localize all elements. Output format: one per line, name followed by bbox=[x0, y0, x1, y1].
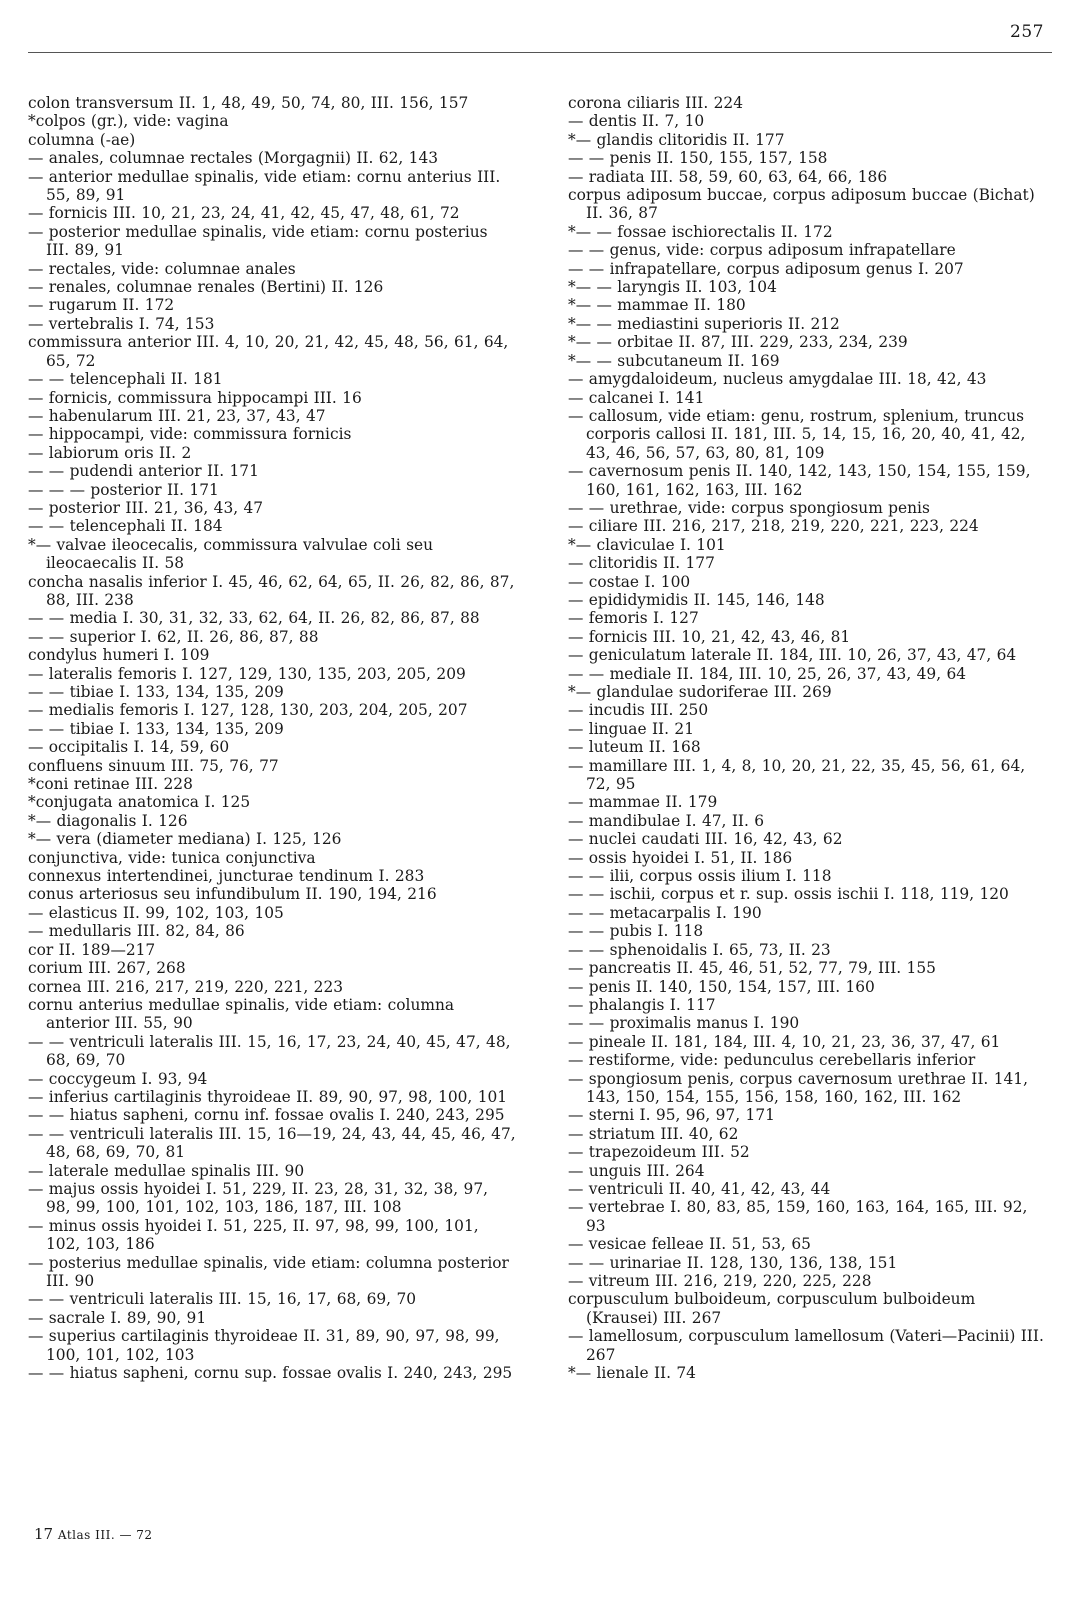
index-entry: — pineale II. 181, 184, III. 4, 10, 21, 23, 36, 37, 47, 61 bbox=[568, 1032, 1001, 1051]
index-entry: *— glandulae sudoriferae III. 269 bbox=[568, 683, 832, 701]
index-entry: — anterior medullae spinalis, vide etiam: cornu anterius III. 55, 89, 91 bbox=[28, 167, 501, 205]
index-entry: corium III. 267, 268 bbox=[28, 959, 186, 978]
index-entry: cornu anterius medullae spinalis, vide etiam: columna anterior III. 55, 90 bbox=[28, 995, 455, 1033]
index-entry: — — superior I. 62, II. 26, 86, 87, 88 bbox=[28, 627, 319, 646]
index-column-left bbox=[28, 94, 516, 1382]
index-entry: *— vera (diameter mediana) I. 125, 126 bbox=[28, 830, 342, 849]
index-entry: — — ventriculi lateralis III. 15, 16, 17, 23, 24, 40, 45, 47, 48, 68, 69, 70 bbox=[28, 1032, 511, 1070]
index-entry: — geniculatum laterale II. 184, III. 10, 26, 37, 43, 47, 64 bbox=[568, 646, 1017, 665]
index-entry: — rugarum II. 172 bbox=[28, 296, 175, 315]
index-entry: — callosum, vide etiam: genu, rostrum, splenium, truncus corporis callosi II. 181, III. 5, 14, 15, 16, 20, 40, 41, 42, 43, 46, 56, 57, 63, 80, 81, 109 bbox=[568, 406, 1026, 462]
index-entry: — — urinariae II. 128, 130, 136, 138, 151 bbox=[568, 1253, 898, 1272]
index-entry: condylus humeri I. 109 bbox=[28, 646, 210, 665]
index-entry: cornea III. 216, 217, 219, 220, 221, 223 bbox=[28, 977, 344, 996]
index-entry: — radiata III. 58, 59, 60, 63, 64, 66, 186 bbox=[568, 167, 888, 186]
index-entry: columna (-ae) bbox=[28, 130, 136, 149]
index-entry: — nuclei caudati III. 16, 42, 43, 62 bbox=[568, 830, 843, 849]
index-entry: — posterior medullae spinalis, vide etiam: cornu posterius III. 89, 91 bbox=[28, 222, 488, 260]
index-entry: — — pudendi anterior II. 171 bbox=[28, 462, 259, 481]
index-entry: — mamillare III. 1, 4, 8, 10, 20, 21, 22, 35, 45, 56, 61, 64, 72, 95 bbox=[568, 756, 1026, 794]
index-entry: — incudis III. 250 bbox=[568, 701, 709, 720]
index-entry: — — ventriculi lateralis III. 15, 16—19, 24, 43, 44, 45, 46, 47, 48, 68, 69, 70, 81 bbox=[28, 1124, 516, 1162]
index-entry: — mammae II. 179 bbox=[568, 793, 718, 812]
index-entry: *conjugata anatomica I. 125 bbox=[28, 793, 251, 812]
index-entry: — hippocampi, vide: commissura fornicis bbox=[28, 425, 352, 444]
index-entry: *— claviculae I. 101 bbox=[568, 535, 726, 554]
index-entry: connexus intertendinei, juncturae tendinum I. 283 bbox=[28, 867, 425, 886]
index-entry: *— — mammae II. 180 bbox=[568, 296, 746, 315]
index-entry: corona ciliaris III. 224 bbox=[568, 94, 744, 112]
index-entry: — vertebrae I. 80, 83, 85, 159, 160, 163, 164, 165, III. 92, 93 bbox=[568, 1198, 1028, 1235]
index-entry: — — hiatus sapheni, cornu inf. fossae ovalis I. 240, 243, 295 bbox=[28, 1106, 505, 1125]
index-entry: conjunctiva, vide: tunica conjunctiva bbox=[28, 848, 316, 867]
index-entry: — — sphenoidalis I. 65, 73, II. 23 bbox=[568, 940, 831, 959]
index-entry: cor II. 189—217 bbox=[28, 940, 156, 959]
index-entry: — linguae II. 21 bbox=[568, 719, 695, 738]
index-entry: — — tibiae I. 133, 134, 135, 209 bbox=[28, 683, 284, 701]
index-entry: — anales, columnae rectales (Morgagnii) II. 62, 143 bbox=[28, 149, 439, 168]
index-entry: — habenularum III. 21, 23, 37, 43, 47 bbox=[28, 406, 326, 425]
index-entry: — luteum II. 168 bbox=[568, 738, 701, 757]
index-entry: — — ischii, corpus et r. sup. ossis ischii I. 118, 119, 120 bbox=[568, 885, 1009, 904]
index-entry: — fornicis III. 10, 21, 23, 24, 41, 42, 45, 47, 48, 61, 72 bbox=[28, 204, 460, 223]
index-entry: — striatum III. 40, 62 bbox=[568, 1124, 739, 1143]
index-entry: — occipitalis I. 14, 59, 60 bbox=[28, 738, 230, 757]
index-entry: — phalangis I. 117 bbox=[568, 995, 716, 1014]
index-entry: — dentis II. 7, 10 bbox=[568, 112, 705, 131]
page-number: 257 bbox=[1010, 22, 1044, 42]
index-entry: — superius cartilaginis thyroideae II. 31, 89, 90, 97, 98, 99, 100, 101, 102, 103 bbox=[28, 1327, 500, 1364]
index-entry: — unguis III. 264 bbox=[568, 1161, 705, 1180]
index-entry: — — — posterior II. 171 bbox=[28, 480, 219, 499]
index-entry: — epididymidis II. 145, 146, 148 bbox=[568, 590, 825, 609]
index-entry: *— diagonalis I. 126 bbox=[28, 811, 188, 830]
index-entry: — vertebralis I. 74, 153 bbox=[28, 314, 215, 333]
index-entry: — sacrale I. 89, 90, 91 bbox=[28, 1308, 207, 1327]
index-entry: — penis II. 140, 150, 154, 157, III. 160 bbox=[568, 977, 875, 996]
index-entry: corpusculum bulboideum, corpusculum bulboideum (Krausei) III. 267 bbox=[568, 1290, 976, 1327]
index-entry: — clitoridis II. 177 bbox=[568, 554, 715, 573]
index-entry: *— lienale II. 74 bbox=[568, 1364, 696, 1383]
index-entry: concha nasalis inferior I. 45, 46, 62, 64, 65, II. 26, 82, 86, 87, 88, III. 238 bbox=[28, 572, 515, 609]
index-entry: — mandibulae I. 47, II. 6 bbox=[568, 811, 765, 830]
index-entry: corpus adiposum buccae, corpus adiposum buccae (Bichat) II. 36, 87 bbox=[568, 186, 1035, 223]
index-entry: — — urethrae, vide: corpus spongiosum penis bbox=[568, 498, 930, 517]
index-entry: — — ilii, corpus ossis ilium I. 118 bbox=[568, 867, 832, 886]
index-entry: — lateralis femoris I. 127, 129, 130, 135, 203, 205, 209 bbox=[28, 664, 466, 683]
index-entry: *— valvae ileocecalis, commissura valvulae coli seu ileocaecalis II. 58 bbox=[28, 535, 434, 573]
index-entry: commissura anterior III. 4, 10, 20, 21, 42, 45, 48, 56, 61, 64, 65, 72 bbox=[28, 333, 509, 370]
index-entry: *coni retinae III. 228 bbox=[28, 775, 193, 794]
index-entry: — — media I. 30, 31, 32, 33, 62, 64, II. 26, 82, 86, 87, 88 bbox=[28, 609, 480, 628]
index-entry: — pancreatis II. 45, 46, 51, 52, 77, 79, III. 155 bbox=[568, 959, 936, 978]
index-entry: *— — laryngis II. 103, 104 bbox=[568, 278, 777, 297]
index-entry: — labiorum oris II. 2 bbox=[28, 443, 192, 462]
index-entry: — calcanei I. 141 bbox=[568, 388, 705, 407]
index-entry: — — penis II. 150, 155, 157, 158 bbox=[568, 149, 828, 168]
index-entry: — — tibiae I. 133, 134, 135, 209 bbox=[28, 719, 284, 738]
index-entry: — trapezoideum III. 52 bbox=[568, 1143, 750, 1162]
index-entry: — rectales, vide: columnae anales bbox=[28, 259, 296, 278]
index-entry: — — mediale II. 184, III. 10, 25, 26, 37, 43, 49, 64 bbox=[568, 664, 967, 683]
header-rule bbox=[28, 52, 1052, 53]
signature: Atlas III. — 72 bbox=[57, 1528, 153, 1542]
index-entry: — sterni I. 95, 96, 97, 171 bbox=[568, 1106, 775, 1125]
index-entry: *— — mediastini superioris II. 212 bbox=[568, 314, 840, 333]
index-entry: conus arteriosus seu infundibulum II. 190, 194, 216 bbox=[28, 885, 437, 904]
index-entry: — inferius cartilaginis thyroideae II. 89, 90, 97, 98, 100, 101 bbox=[28, 1087, 508, 1106]
index-entry: — — metacarpalis I. 190 bbox=[568, 903, 762, 922]
index-entry: — restiforme, vide: pedunculus cerebellaris inferior bbox=[568, 1051, 976, 1070]
index-entry: — — proximalis manus I. 190 bbox=[568, 1014, 800, 1033]
index-entry: *— — orbitae II. 87, III. 229, 233, 234, 239 bbox=[568, 333, 908, 352]
index-entry: — costae I. 100 bbox=[568, 572, 691, 591]
index-column-right bbox=[568, 94, 1052, 1382]
index-entry: — fornicis, commissura hippocampi III. 16 bbox=[28, 388, 362, 407]
index-entry: — medialis femoris I. 127, 128, 130, 203, 204, 205, 207 bbox=[28, 701, 468, 720]
index-entry: — renales, columnae renales (Bertini) II. 126 bbox=[28, 278, 384, 297]
index-entry: — — pubis I. 118 bbox=[568, 922, 704, 941]
index-entry: — posterior III. 21, 36, 43, 47 bbox=[28, 498, 264, 517]
index-entry: — vesicae felleae II. 51, 53, 65 bbox=[568, 1235, 811, 1254]
index-entry: — — hiatus sapheni, cornu sup. fossae ovalis I. 240, 243, 295 bbox=[28, 1364, 513, 1383]
index-entry: — — telencephali II. 181 bbox=[28, 370, 223, 389]
index-entry: — amygdaloideum, nucleus amygdalae III. 18, 42, 43 bbox=[568, 370, 987, 389]
index-entry: — majus ossis hyoidei I. 51, 229, II. 23, 28, 31, 32, 38, 97, 98, 99, 100, 101, 102, 103, 186, 187, III. 108 bbox=[28, 1179, 489, 1217]
index-entry: — fornicis III. 10, 21, 42, 43, 46, 81 bbox=[568, 627, 851, 646]
index-entry: — ciliare III. 216, 217, 218, 219, 220, 221, 223, 224 bbox=[568, 517, 979, 536]
index-entry: — medullaris III. 82, 84, 86 bbox=[28, 922, 245, 941]
index-entry: — spongiosum penis, corpus cavernosum urethrae II. 141, 143, 150, 154, 155, 156, 158, 160, 162, III. 162 bbox=[568, 1069, 1028, 1106]
index-entry: — lamellosum, corpusculum lamellosum (Vateri—Pacinii) III. 267 bbox=[568, 1327, 1044, 1364]
index-entry: *— — subcutaneum II. 169 bbox=[568, 351, 780, 370]
index-entry: colon transversum II. 1, 48, 49, 50, 74, 80, III. 156, 157 bbox=[28, 94, 469, 112]
sheet-number: 17 bbox=[34, 1525, 54, 1543]
index-entry: — ventriculi II. 40, 41, 42, 43, 44 bbox=[568, 1179, 831, 1198]
index-entry: *— — fossae ischiorectalis II. 172 bbox=[568, 222, 833, 241]
index-entry: *— glandis clitoridis II. 177 bbox=[568, 130, 785, 149]
index-entry: — femoris I. 127 bbox=[568, 609, 699, 628]
index-entry: *colpos (gr.), vide: vagina bbox=[28, 112, 229, 131]
index-entry: — laterale medullae spinalis III. 90 bbox=[28, 1161, 305, 1180]
index-entry: — minus ossis hyoidei I. 51, 225, II. 97, 98, 99, 100, 101, 102, 103, 186 bbox=[28, 1216, 479, 1254]
index-entry: — vitreum III. 216, 219, 220, 225, 228 bbox=[568, 1272, 872, 1290]
footer bbox=[34, 1525, 153, 1543]
index-entry: — cavernosum penis II. 140, 142, 143, 150, 154, 155, 159, 160, 161, 162, 163, III. 162 bbox=[568, 462, 1031, 499]
index-entry: confluens sinuum III. 75, 76, 77 bbox=[28, 756, 279, 775]
index-entry: — — telencephali II. 184 bbox=[28, 517, 223, 536]
index-entry: — ossis hyoidei I. 51, II. 186 bbox=[568, 848, 793, 867]
index-entry: — — infrapatellare, corpus adiposum genus I. 207 bbox=[568, 259, 964, 278]
index-entry: — elasticus II. 99, 102, 103, 105 bbox=[28, 903, 284, 922]
index-entry: — coccygeum I. 93, 94 bbox=[28, 1069, 208, 1088]
index-entry: — posterius medullae spinalis, vide etiam: columna posterior III. 90 bbox=[28, 1253, 509, 1290]
index-entry: — — ventriculi lateralis III. 15, 16, 17, 68, 69, 70 bbox=[28, 1290, 417, 1309]
index-entry: — — genus, vide: corpus adiposum infrapatellare bbox=[568, 241, 956, 260]
